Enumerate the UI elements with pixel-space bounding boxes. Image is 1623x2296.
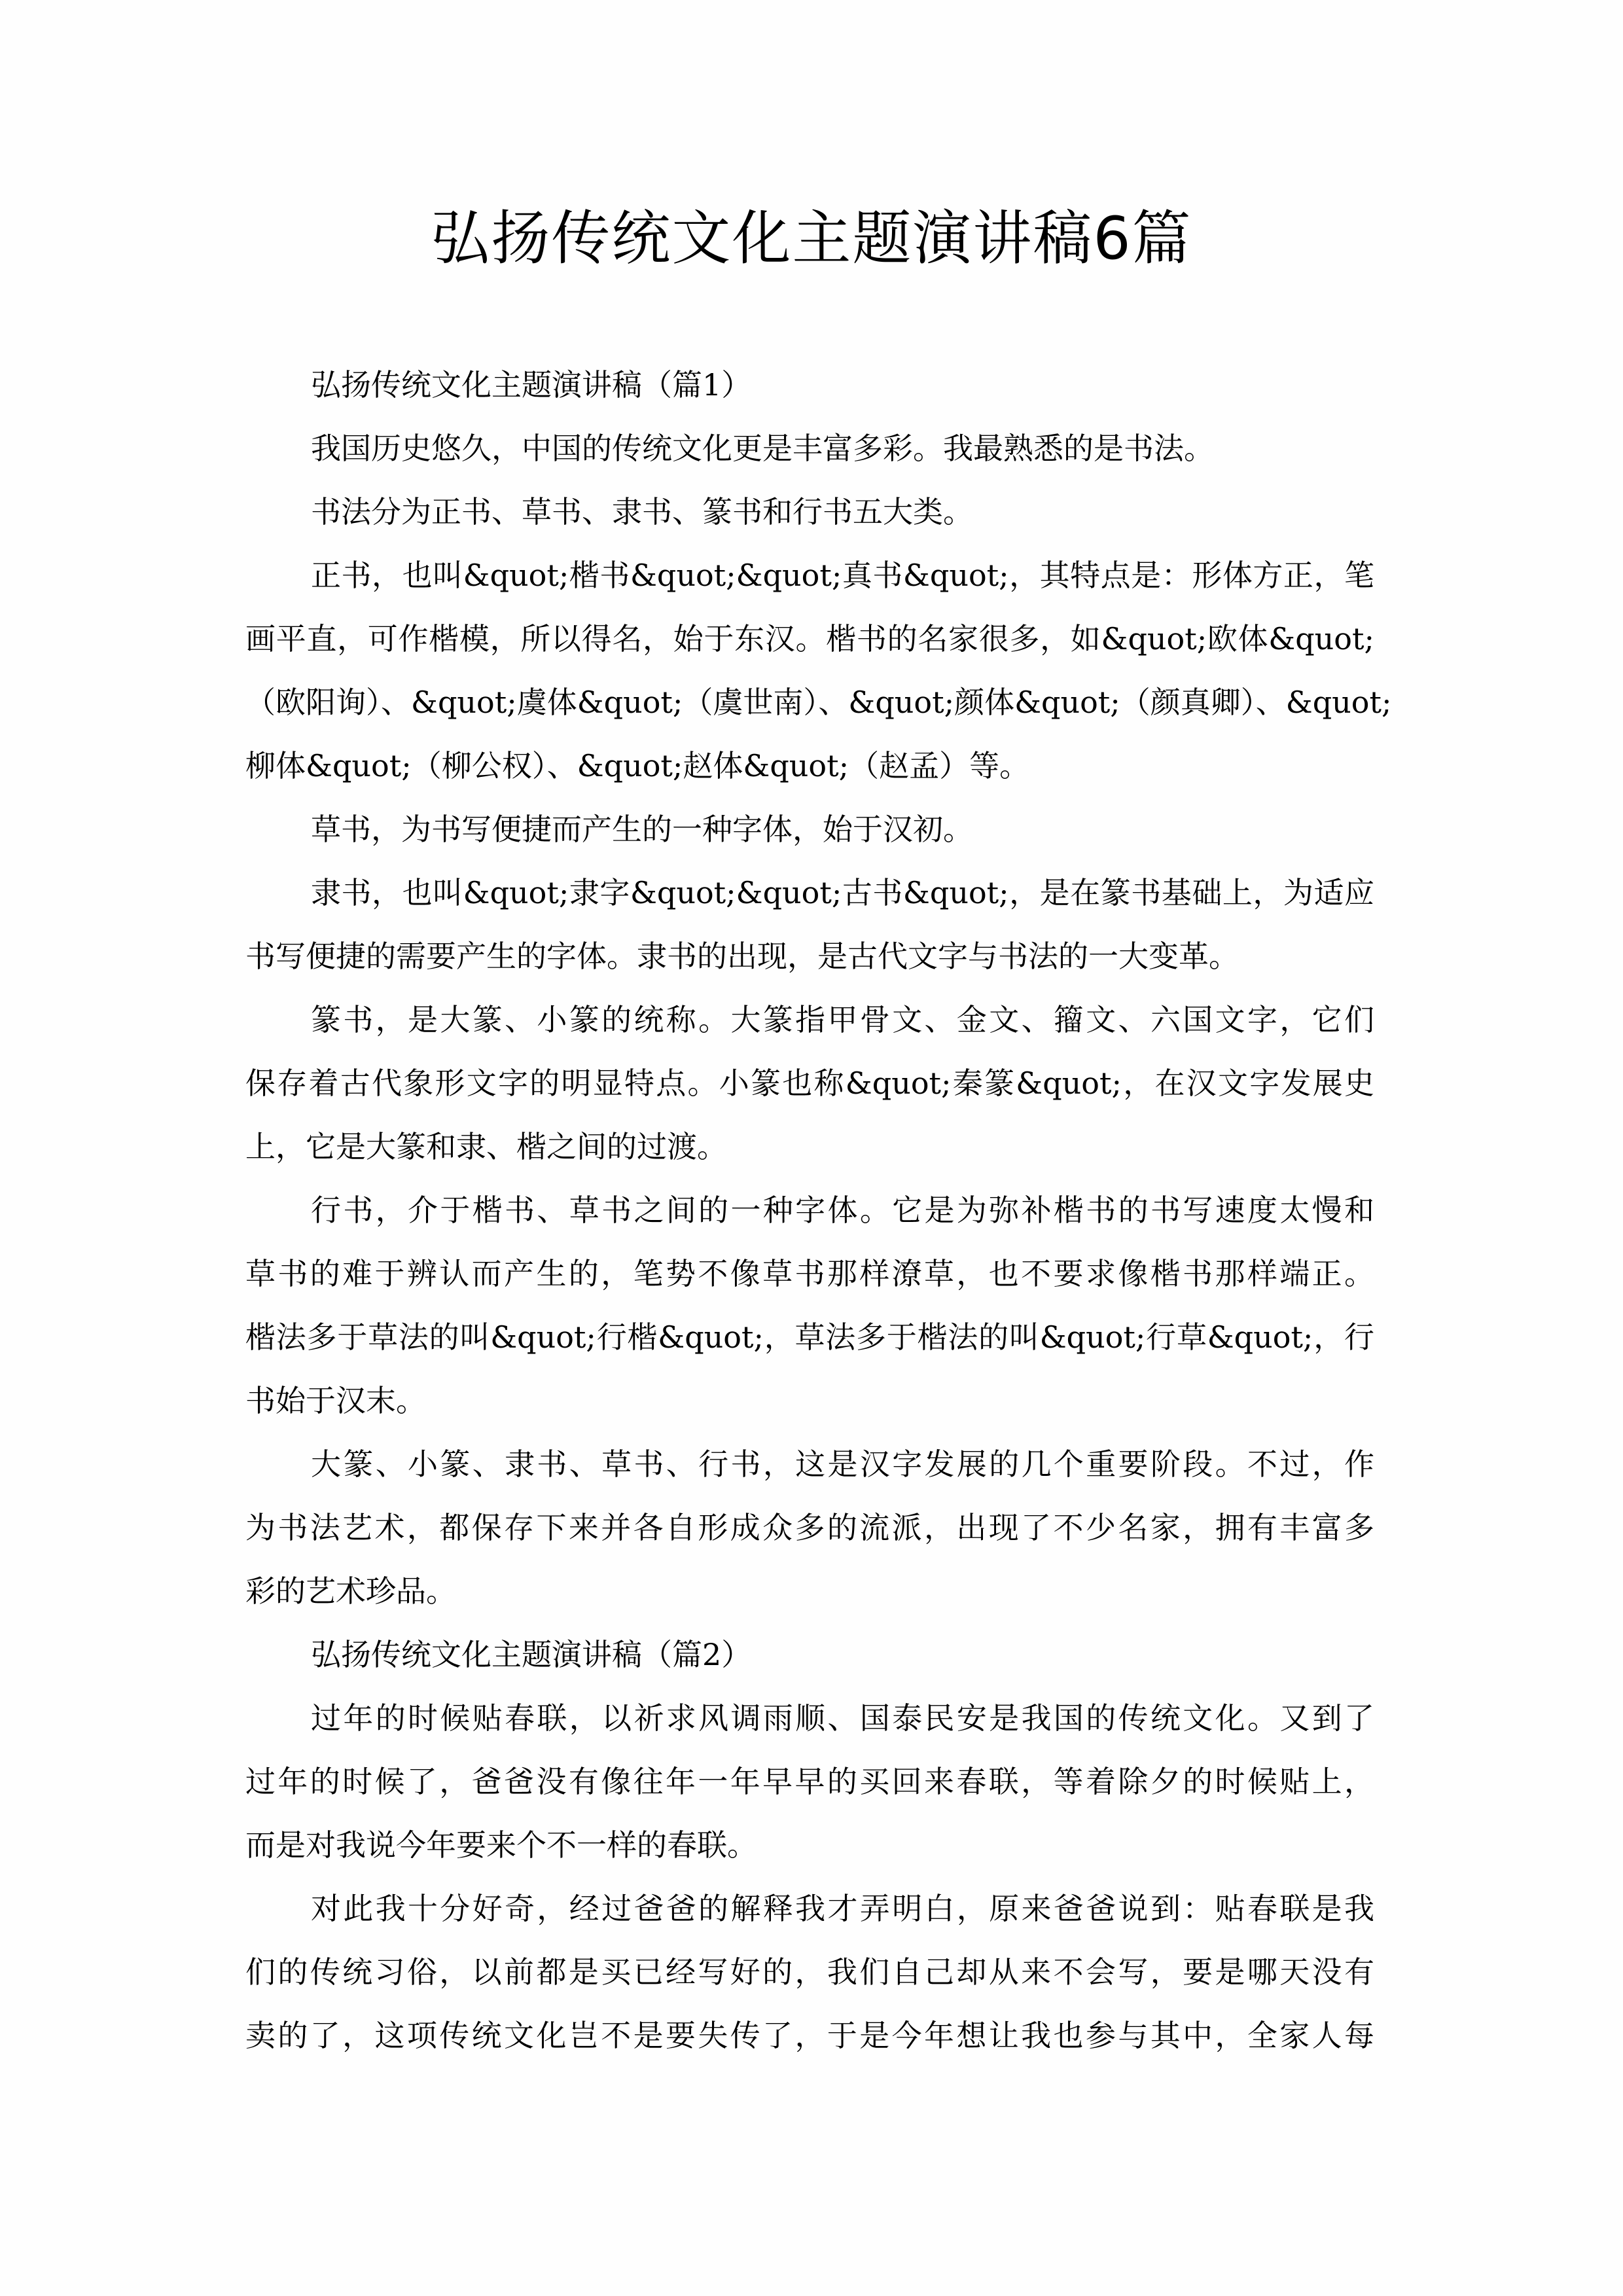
- paragraph-line: 草书，为书写便捷而产生的一种字体，始于汉初。: [311, 812, 973, 847]
- document-body: [245, 353, 1392, 2068]
- paragraph-line: 大篆、小篆、隶书、草书、行书，这是汉字发展的几个重要阶段。不过，作: [311, 1446, 1374, 1482]
- section-heading: 弘扬传统文化主题演讲稿（篇1）: [311, 367, 752, 403]
- paragraph-line: 书始于汉末。: [245, 1383, 426, 1418]
- paragraph-line: 们的传统习俗，以前都是买已经写好的，我们自己却从来不会写，要是哪天没有: [245, 1954, 1374, 1990]
- paragraph-line: 书写便捷的需要产生的字体。隶书的出现，是古代文字与书法的一大变革。: [245, 939, 1239, 974]
- paragraph-line: 正书，也叫&quot;楷书&quot;&quot;真书&quot;，其特点是：形体方正，笔: [311, 558, 1374, 593]
- paragraph-line: 篆书，是大篆、小篆的统称。大篆指甲骨文、金文、籀文、六国文字，它们: [311, 1002, 1374, 1037]
- document-title: 弘扬传统文化主题演讲稿6篇: [431, 204, 1192, 273]
- paragraph-line: 而是对我说今年要来个不一样的春联。: [245, 1827, 757, 1863]
- paragraph-line: （欧阳询）、&quot;虞体&quot;（虞世南）、&quot;颜体&quot;（颜真卿）、&quot;: [245, 685, 1392, 720]
- paragraph-line: 过年的时候了，爸爸没有像往年一年早早的买回来春联，等着除夕的时候贴上，: [245, 1764, 1374, 1799]
- paragraph-line: 上，它是大篆和隶、楷之间的过渡。: [245, 1129, 727, 1164]
- paragraph-line: 书法分为正书、草书、隶书、篆书和行书五大类。: [311, 494, 973, 529]
- paragraph-line: 楷法多于草法的叫&quot;行楷&quot;，草法多于楷法的叫&quot;行草&quot;，行: [245, 1319, 1374, 1355]
- paragraph-line: 卖的了，这项传统文化岂不是要失传了，于是今年想让我也参与其中，全家人每: [245, 2018, 1374, 2053]
- section-heading: 弘扬传统文化主题演讲稿（篇2）: [311, 1637, 752, 1672]
- paragraph-line: 柳体&quot;（柳公权）、&quot;赵体&quot;（赵孟）等。: [245, 748, 1030, 783]
- paragraph-line: 行书，介于楷书、草书之间的一种字体。它是为弥补楷书的书写速度太慢和: [311, 1193, 1374, 1228]
- paragraph-line: 过年的时候贴春联，以祈求风调雨顺、国泰民安是我国的传统文化。又到了: [311, 1700, 1374, 1736]
- paragraph-line: 对此我十分好奇，经过爸爸的解释我才弄明白，原来爸爸说到：贴春联是我: [311, 1891, 1374, 1926]
- paragraph-line: 保存着古代象形文字的明显特点。小篆也称&quot;秦篆&quot;，在汉文字发展史: [245, 1066, 1374, 1101]
- paragraph-line: 草书的难于辨认而产生的，笔势不像草书那样潦草，也不要求像楷书那样端正。: [245, 1256, 1374, 1291]
- paragraph-line: 彩的艺术珍品。: [245, 1573, 456, 1609]
- paragraph-line: 为书法艺术，都保存下来并各自形成众多的流派，出现了不少名家，拥有丰富多: [245, 1510, 1374, 1545]
- paragraph-line: 隶书，也叫&quot;隶字&quot;&quot;古书&quot;，是在篆书基础上，为适应: [311, 875, 1374, 910]
- paragraph-line: 画平直，可作楷模，所以得名，始于东汉。楷书的名家很多，如&quot;欧体&quot;: [245, 621, 1374, 656]
- paragraph-line: 我国历史悠久，中国的传统文化更是丰富多彩。我最熟悉的是书法。: [311, 431, 1214, 466]
